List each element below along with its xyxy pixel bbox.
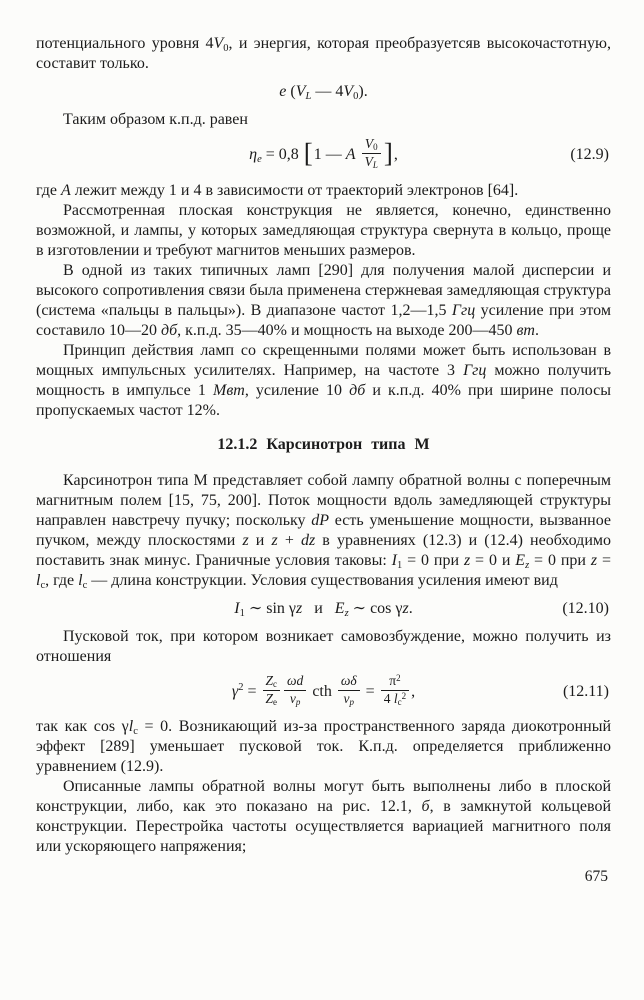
equation-number: (12.9) xyxy=(570,146,609,164)
fraction-numerator xyxy=(381,674,409,691)
text-run: Ггц xyxy=(463,361,487,379)
text-run: 2 xyxy=(401,690,407,701)
text-run: η xyxy=(249,146,258,164)
equation-number: (12.10) xyxy=(562,599,609,617)
text-run: ). xyxy=(358,83,368,100)
text-run: лежит между 1 и 4 в зависимости от траекторий электронов [64]. xyxy=(70,181,519,199)
page-number: 675 xyxy=(584,868,608,886)
text-run: Ггц xyxy=(451,301,476,319)
text-run: 1 xyxy=(239,607,245,619)
text-run: v xyxy=(343,690,350,706)
text-run: 2 xyxy=(396,672,401,683)
text-run: так как cos γ xyxy=(36,718,129,736)
formula-body xyxy=(249,136,398,170)
text-run: L xyxy=(372,159,378,170)
formula-body xyxy=(234,600,412,617)
text-run: z xyxy=(242,531,249,549)
text-run: , и энергия, которая преобразуетсяв высокочастотную, составит только. xyxy=(36,35,612,72)
text-run: dz xyxy=(300,531,316,549)
text-run: Z xyxy=(265,672,274,688)
text-run: e xyxy=(273,696,278,707)
equation-number: (12.11) xyxy=(562,683,609,701)
text-run: = 0 при xyxy=(529,551,591,569)
text-run: , усиление 10 xyxy=(244,381,350,399)
text-run: 1 — xyxy=(313,146,346,164)
text-run: где xyxy=(36,181,62,199)
text-run: V xyxy=(364,153,373,169)
text-run: z xyxy=(402,599,409,617)
paragraph-diocotron xyxy=(36,717,611,777)
formula-body xyxy=(279,83,367,100)
text-run: есть уменьшение мощности, вызванное пучком, между плоскостями xyxy=(36,511,611,549)
text-run: , где xyxy=(45,571,79,589)
text-run: z xyxy=(525,559,530,571)
fraction xyxy=(284,674,306,707)
text-run: I xyxy=(391,551,397,569)
paragraph-kpd-intro xyxy=(36,110,611,130)
text-run: L xyxy=(305,91,312,102)
paragraph-continuation-top xyxy=(36,34,611,74)
fraction xyxy=(263,674,281,707)
text-run: в уравнениях (12.3) и (12.4) необходимо поставить знак минус. Граничные условия таковы: xyxy=(36,531,612,569)
text-run: e xyxy=(257,154,262,166)
text-run: , xyxy=(393,146,398,164)
text-run: cth xyxy=(308,682,336,700)
text-run: потенциального уровня 4 xyxy=(36,35,214,52)
text-run: c xyxy=(82,579,88,591)
text-run: c xyxy=(133,726,138,738)
text-run: I xyxy=(234,599,240,617)
fraction-denominator xyxy=(284,691,306,707)
text-run: можно получить мощность в импульсе 1 xyxy=(36,361,611,399)
fraction-numerator xyxy=(362,137,381,154)
paragraph-crossed-fields xyxy=(36,341,611,421)
text-run: p xyxy=(295,696,301,707)
text-run: = 0,8 xyxy=(261,146,303,164)
page-footer xyxy=(36,868,611,886)
fraction xyxy=(338,674,360,707)
text-run: 1 xyxy=(397,559,403,571)
text-run: dP xyxy=(311,511,330,529)
big-bracket: ] xyxy=(383,138,393,169)
text-run: z xyxy=(590,551,598,569)
text-run: p xyxy=(349,696,355,707)
text-run: и xyxy=(302,599,335,617)
text-run: дб xyxy=(349,381,366,399)
equation-12-9 xyxy=(36,136,611,172)
paragraph-starting-current xyxy=(36,627,611,667)
text-run: . xyxy=(534,321,539,339)
text-run: 0 xyxy=(223,43,229,54)
text-run: = xyxy=(243,682,261,700)
text-run: б xyxy=(421,798,430,816)
text-run: вт xyxy=(516,321,535,339)
text-run: 2 xyxy=(238,681,244,693)
text-run: , в замкнутой кольцевой конструкции. Перестройка частоты осуществляется вариацией магнитного поля или ускоряющего напряжения; xyxy=(36,798,612,856)
text-run: — длина конструкции. Условия существования усиления имеют вид xyxy=(87,571,558,589)
text-run: l xyxy=(36,571,41,589)
fraction-numerator xyxy=(338,674,360,691)
text-run: , xyxy=(411,682,416,700)
paragraph-typical-lamp xyxy=(36,261,611,341)
section-heading-12-1-2: 12.1.2 Карсинотрон типа М xyxy=(217,435,430,453)
fraction-denominator xyxy=(381,691,409,707)
text-run: дб xyxy=(161,321,178,339)
fraction-denominator xyxy=(338,691,360,707)
text-run: — 4 xyxy=(311,83,344,100)
text-run: Рассмотренная плоская конструкция не является, конечно, единственно возможной, и лампы, у которых замедляющая структура свернута в кольцо, проще в изготовлении и требуют магнитов меньших размеров. xyxy=(36,201,611,259)
text-run: и к.п.д. 40% при ширине полосы пропускаемых частот 12%. xyxy=(36,381,612,419)
text-run: ωd xyxy=(287,672,304,688)
text-run: ωδ xyxy=(340,672,357,688)
text-run: γ xyxy=(231,682,239,700)
text-run: В одной из таких типичных ламп [290] для получения малой дисперсии и высокого сопротивления связи была применена стержневая замедляющая структура (система «пальцы в пальцы»). В диапазоне частот 1,2—1,5 xyxy=(36,261,611,319)
text-run: 0 xyxy=(353,91,359,102)
text-run: z xyxy=(463,551,471,569)
text-run: усиление при этом составило 10—20 xyxy=(36,301,611,339)
fraction-denominator xyxy=(263,691,281,707)
text-run: z xyxy=(344,607,349,619)
text-run: , к.п.д. 35—40% и мощность на выходе 200—450 xyxy=(177,321,517,339)
text-run: c xyxy=(40,579,46,591)
text-run: l xyxy=(78,571,83,589)
paragraph-carcinotron-m xyxy=(36,471,611,591)
text-run: c xyxy=(273,678,278,689)
text-run: Z xyxy=(265,690,274,706)
text-run xyxy=(356,146,360,163)
page-body xyxy=(36,34,611,857)
text-run: l xyxy=(128,718,134,736)
text-run: c xyxy=(397,696,402,707)
fraction xyxy=(362,137,381,170)
text-run: = 0 и xyxy=(470,551,516,569)
big-bracket: [ xyxy=(303,138,313,169)
equation-12-10 xyxy=(36,598,611,620)
fraction-numerator xyxy=(284,674,306,691)
text-run: = xyxy=(361,682,379,700)
text-run: z xyxy=(271,531,278,549)
text-run: v xyxy=(289,690,296,706)
text-run: l xyxy=(393,690,398,706)
text-run: E xyxy=(334,599,345,617)
text-run: = 0. Возникающий из-за пространственного заряда диокотронный эффект [289] уменьшает пусковой ток. К.п.д. определяется приближенно уравнением (12.9). xyxy=(36,718,612,776)
text-run: π xyxy=(389,672,397,688)
text-run: A xyxy=(345,146,356,164)
text-run: 4 xyxy=(383,690,394,706)
equation-12-11 xyxy=(36,672,611,709)
equation-energy xyxy=(36,81,611,103)
text-run: = 0 при xyxy=(402,551,464,569)
fraction-numerator xyxy=(263,674,281,691)
text-run: ∼ cos γ xyxy=(348,599,403,617)
text-run: Принцип действия ламп со скрещенными полями может быть использован в мощных импульсных усилителях. Например, на частоте 3 xyxy=(36,341,611,379)
text-run: Мвт xyxy=(212,381,245,399)
text-run: ( xyxy=(286,83,296,100)
text-run: . xyxy=(408,599,413,617)
text-run: + xyxy=(277,531,301,549)
paragraph-A-range xyxy=(36,181,611,201)
text-run: e xyxy=(279,83,287,100)
text-run: V xyxy=(343,83,354,100)
text-run: = xyxy=(597,551,612,569)
text-run: A xyxy=(61,181,71,199)
text-run: V xyxy=(295,83,306,100)
text-run: Описанные лампы обратной волны могут быть выполнены либо в плоской конструкции, либо, как это показано на рис. 12.1, xyxy=(36,778,611,816)
text-run: Пусковой ток, при котором возникает самовозбуждение, можно получить из отношения xyxy=(36,627,611,665)
text-run: Таким образом к.п.д. равен xyxy=(63,111,248,128)
text-run: E xyxy=(515,551,526,569)
paragraph-flat-construction xyxy=(36,201,611,261)
text-run: и xyxy=(248,531,272,549)
text-run: Карсинотрон типа М представляет собой лампу обратной волны с поперечным магнитным полем [15, 75, 200]. Поток мощности вдоль замедляющей структуры направлен навстречу пучку; поскольку xyxy=(36,471,611,529)
text-run: V xyxy=(213,35,224,52)
text-run: z xyxy=(296,599,303,617)
text-run: V xyxy=(364,136,374,151)
text-run: ∼ sin γ xyxy=(244,599,296,617)
paragraph-bwo-constructions xyxy=(36,777,611,857)
fraction xyxy=(381,674,409,707)
text-run: 0 xyxy=(373,142,378,152)
fraction-denominator xyxy=(362,154,381,170)
